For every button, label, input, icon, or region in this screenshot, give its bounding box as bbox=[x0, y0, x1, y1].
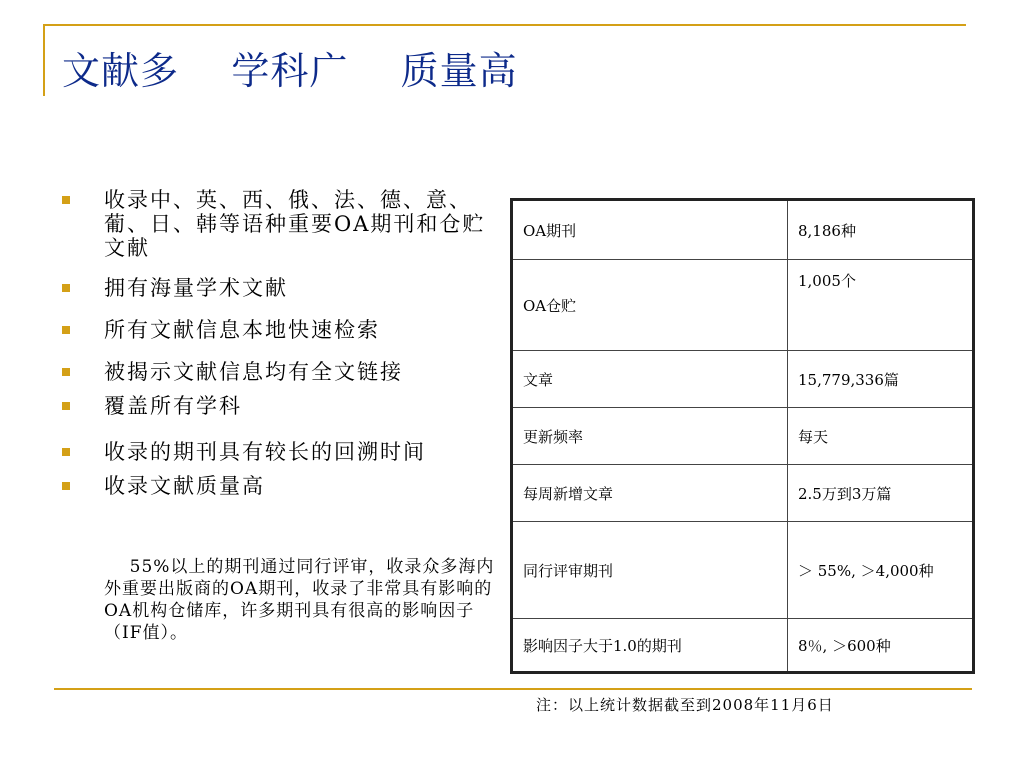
table-value-cell: ＞ 55%, ＞4,000种 bbox=[788, 522, 974, 619]
left-rule bbox=[43, 24, 45, 96]
table-row bbox=[512, 260, 974, 351]
bullet-item bbox=[62, 440, 492, 464]
bullet-item bbox=[62, 318, 492, 342]
table-row bbox=[512, 619, 974, 673]
table-label-cell: 同行评审期刊 bbox=[512, 522, 788, 619]
bullet-text: 所有文献信息本地快速检索 bbox=[104, 318, 380, 342]
bullet-square-icon bbox=[62, 284, 70, 292]
bullet-item bbox=[62, 276, 492, 300]
bullet-list bbox=[62, 188, 492, 498]
statistics-table bbox=[510, 198, 975, 674]
footnote: 注：以上统计数据截至到2008年11月6日 bbox=[536, 696, 834, 714]
top-rule bbox=[44, 24, 966, 26]
bullet-text: 覆盖所有学科 bbox=[104, 394, 242, 418]
table-value-cell: 2.5万到3万篇 bbox=[788, 465, 974, 522]
table-label-cell: OA仓贮 bbox=[512, 260, 788, 351]
table-row bbox=[512, 351, 974, 408]
table-label-cell: 文章 bbox=[512, 351, 788, 408]
bullet-text: 收录文献质量高 bbox=[104, 474, 265, 498]
bullet-square-icon bbox=[62, 368, 70, 376]
table-row bbox=[512, 465, 974, 522]
bullet-text: 收录中、英、西、俄、法、德、意、葡、日、韩等语种重要OA期刊和仓贮文献 bbox=[104, 188, 486, 260]
bullet-text: 被揭示文献信息均有全文链接 bbox=[104, 360, 403, 384]
table-value-cell: 每天 bbox=[788, 408, 974, 465]
table-label-cell: 影响因子大于1.0的期刊 bbox=[512, 619, 788, 673]
table-value-cell: 1,005个 bbox=[788, 260, 974, 351]
table-row bbox=[512, 408, 974, 465]
bullet-item bbox=[62, 474, 492, 498]
table-row bbox=[512, 200, 974, 260]
bullet-square-icon bbox=[62, 402, 70, 410]
table-label-cell: OA期刊 bbox=[512, 200, 788, 260]
quality-description: 55%以上的期刊通过同行评审，收录众多海内外重要出版商的OA期刊，收录了非常具有影响的OA机构仓储库，许多期刊具有很高的影响因子（IF值）。 bbox=[104, 557, 495, 643]
table-label-cell: 更新频率 bbox=[512, 408, 788, 465]
slide-title: 文献多 学科广 质量高 bbox=[62, 49, 518, 93]
bullet-square-icon bbox=[62, 482, 70, 490]
bullet-text: 拥有海量学术文献 bbox=[104, 276, 288, 300]
table-value-cell: 8,186种 bbox=[788, 200, 974, 260]
bottom-rule bbox=[54, 688, 972, 690]
bullet-square-icon bbox=[62, 196, 70, 204]
table-row bbox=[512, 522, 974, 619]
bullet-item bbox=[62, 394, 492, 418]
table-value-cell: 15,779,336篇 bbox=[788, 351, 974, 408]
bullet-item bbox=[62, 360, 492, 384]
bullet-item bbox=[62, 188, 492, 260]
bullet-text: 收录的期刊具有较长的回溯时间 bbox=[104, 440, 426, 464]
bullet-square-icon bbox=[62, 326, 70, 334]
bullet-square-icon bbox=[62, 448, 70, 456]
table-label-cell: 每周新增文章 bbox=[512, 465, 788, 522]
table-value-cell: 8％, ＞600种 bbox=[788, 619, 974, 673]
